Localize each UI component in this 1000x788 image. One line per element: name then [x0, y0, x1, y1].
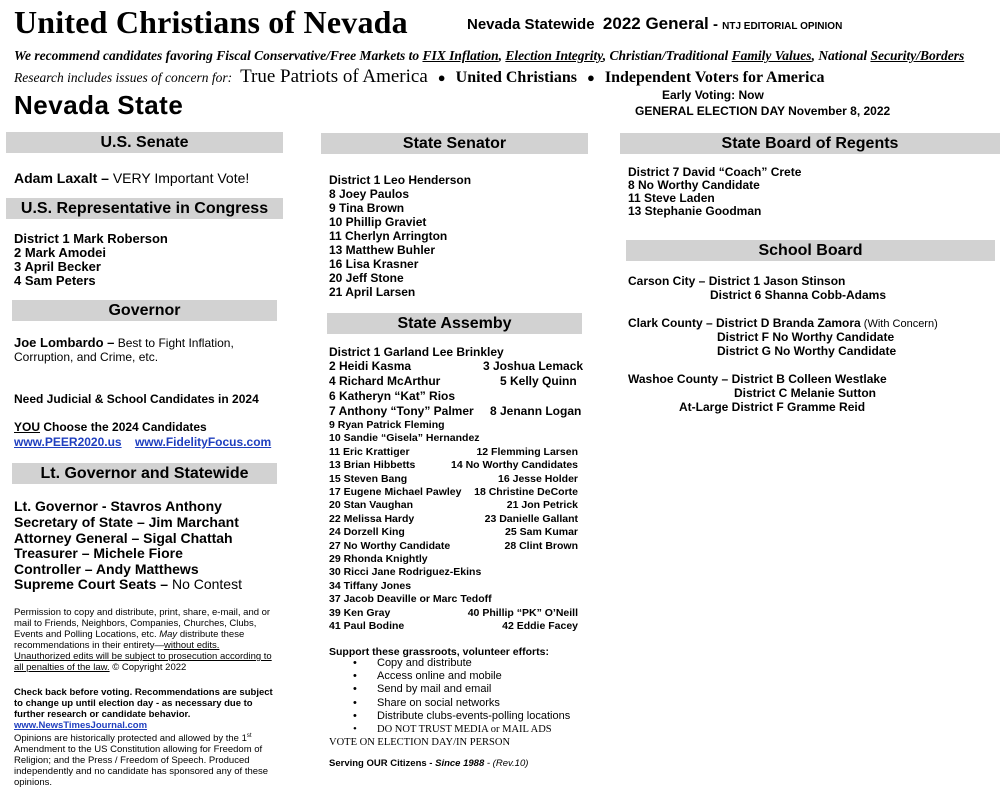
- supreme-court-extra: No Contest: [168, 576, 242, 592]
- edition-year: 2022 General: [602, 14, 709, 33]
- list-item: 39 Ken Gray: [329, 606, 391, 619]
- governor-recommendation: [14, 335, 234, 351]
- news-link-row: [14, 720, 147, 731]
- edition-dash: -: [712, 16, 718, 33]
- list-item: [628, 316, 938, 331]
- list-item: District 1 Mark Roberson: [14, 231, 168, 246]
- governor-note: Best to Fight Inflation,: [114, 336, 234, 350]
- list-item: [14, 576, 242, 592]
- list-item: Attorney General – Sigal Chattah: [14, 530, 233, 546]
- election-day: GENERAL ELECTION DAY November 8, 2022: [635, 104, 891, 118]
- permission-2: distribute these recommendations in their entirety—: [14, 629, 245, 651]
- list-item: • DO NOT TRUST MEDIA or MAIL ADS: [329, 723, 570, 736]
- list-item: 21 April Larsen: [329, 285, 416, 299]
- list-item: At-Large District F Gramme Reid: [679, 400, 866, 414]
- list-item: 23 Danielle Gallant: [484, 512, 578, 525]
- list-item: 2 Heidi Kasma: [329, 359, 412, 373]
- list-item: 15 Steven Bang: [329, 472, 408, 485]
- list-item: 13 Brian Hibbetts: [329, 459, 416, 472]
- list-item: 20 Jeff Stone: [329, 271, 404, 285]
- list-item: 3 Joshua Lemack: [483, 359, 584, 373]
- list-item: 16 Lisa Krasner: [329, 257, 419, 271]
- list-item: District 1 Garland Lee Brinkley: [329, 345, 504, 359]
- governor-note-2: Corruption, and Crime, etc.: [14, 350, 159, 364]
- list-item: 8 Jenann Logan: [490, 404, 582, 418]
- list-item: 29 Rhonda Knightly: [329, 553, 428, 565]
- section-state-assembly: State Assemby: [327, 313, 582, 334]
- opinions-2: Amendment to the US Constitution allowing for Freedom of Religion; and the Press / Freedom of Speech. Produced independently and no candidate has sponsored any of these opinions.: [14, 744, 269, 788]
- edition-note: NTJ EDITORIAL OPINION: [722, 21, 843, 32]
- list-item: 13 Matthew Buhler: [329, 243, 436, 257]
- bullet-dot-icon: ●: [587, 70, 595, 85]
- list-item: 21 Jon Petrick: [506, 499, 578, 512]
- list-item: 10 Phillip Graviet: [329, 215, 427, 229]
- clark-district-d: Clark County – District D Branda Zamora: [628, 316, 861, 330]
- edition-prefix: Nevada Statewide: [467, 16, 595, 33]
- list-item: 27 No Worthy Candidate: [329, 539, 451, 552]
- list-item: • Copy and distribute: [329, 657, 570, 670]
- list-item: 7 Anthony “Tony” Palmer: [329, 404, 474, 418]
- section-board-of-regents: State Board of Regents: [620, 133, 1000, 154]
- senate-candidate: Adam Laxalt –: [14, 170, 109, 186]
- tagline-fix: FIX Inflation: [422, 48, 499, 63]
- you-choose: [14, 420, 207, 434]
- list-item: District C Melanie Sutton: [734, 386, 877, 400]
- list-item: Treasurer – Michele Fiore: [14, 545, 183, 561]
- org-true-patriots: True Patriots of America: [240, 66, 428, 87]
- tagline-mid: , Christian/Traditional: [602, 48, 732, 63]
- senate-note: VERY Important Vote!: [108, 170, 250, 186]
- permission-notice: [14, 607, 276, 673]
- list-item: 16 Jesse Holder: [498, 472, 578, 485]
- list-item: 22 Melissa Hardy: [329, 512, 415, 525]
- tagline-sep: ,: [498, 48, 506, 63]
- list-item: • Share on social networks: [329, 697, 570, 710]
- bullet-dot-icon: ●: [437, 70, 446, 85]
- need-judicial: Need Judicial & School Candidates in 2024: [14, 392, 259, 406]
- list-item: 34 Tiffany Jones: [329, 579, 412, 592]
- list-item: 28 Clint Brown: [504, 539, 578, 552]
- support-title: Support these grassroots, volunteer efforts:: [329, 646, 549, 658]
- link-newstimesjournal[interactable]: www.NewsTimesJournal.com: [14, 720, 148, 731]
- section-school-board: School Board: [626, 240, 995, 261]
- check-back: Check back before voting. Recommendations are subject to change up until election day - as necessary due to further research or candidate behavior.: [14, 687, 273, 720]
- tagline-nat: , National: [811, 48, 871, 63]
- list-item: 37 Jacob Deaville or Marc Tedoff: [329, 593, 492, 606]
- list-item: 4 Sam Peters: [14, 273, 96, 288]
- vote-on-day: VOTE ON ELECTION DAY/IN PERSON: [329, 737, 511, 748]
- list-item: 11 Eric Krattiger: [329, 445, 410, 458]
- list-item: 17 Eugene Michael Pawley: [329, 486, 462, 498]
- list-item: 6 Katheryn “Kat” Rios: [329, 389, 456, 403]
- list-item: 8 No Worthy Candidate: [628, 178, 760, 192]
- links-row: [14, 435, 271, 449]
- clark-concern: (With Concern): [860, 318, 938, 330]
- list-item: • Distribute clubs-events-polling locations: [329, 710, 570, 723]
- opinions-1: Opinions are historically protected and allowed by the 1: [14, 733, 247, 745]
- edition-title: [467, 14, 842, 34]
- list-item: 18 Christine DeCorte: [474, 486, 578, 498]
- tagline-family: Family Values: [731, 48, 812, 63]
- copyright: © Copyright 2022: [109, 662, 187, 673]
- list-item: 41 Paul Bodine: [329, 620, 405, 632]
- list-item: 14 No Worthy Candidates: [451, 459, 578, 472]
- list-item: District 1 Leo Henderson: [329, 173, 472, 187]
- section-state-senator: State Senator: [321, 133, 588, 154]
- list-item: District 7 David “Coach” Crete: [628, 165, 802, 179]
- permission-without: without edits.: [163, 640, 220, 651]
- list-item: 42 Eddie Facey: [502, 620, 578, 632]
- list-item: District 6 Shanna Cobb-Adams: [710, 288, 887, 302]
- list-item: 40 Phillip “PK” O’Neill: [467, 606, 578, 619]
- efforts-list: [329, 657, 570, 736]
- list-item: 10 Sandie “Gisela” Hernandez: [329, 432, 480, 445]
- list-item: 24 Dorzell King: [329, 526, 405, 539]
- list-item: Controller – Andy Matthews: [14, 561, 199, 577]
- list-item: Carson City – District 1 Jason Stinson: [628, 274, 846, 288]
- list-item: 25 Sam Kumar: [505, 526, 578, 539]
- list-item: 30 Ricci Jane Rodriguez-Ekins: [329, 566, 482, 579]
- list-item: Washoe County – District B Colleen Westlake: [628, 372, 887, 386]
- rev: - (Rev.10): [484, 758, 529, 769]
- list-item: Secretary of State – Jim Marchant: [14, 514, 239, 530]
- list-item: 9 Ryan Patrick Fleming: [329, 419, 445, 431]
- list-item: • Access online and mobile: [329, 670, 570, 683]
- list-item: District F No Worthy Candidate: [717, 330, 895, 344]
- permission-3: Unauthorized edits will be subject to prosecution according to all penalties of the law.: [14, 651, 272, 673]
- list-item: Lt. Governor - Stavros Anthony: [14, 498, 222, 514]
- opinions-notice: [14, 731, 276, 788]
- senate-recommendation: [14, 170, 249, 186]
- serving-line: [329, 757, 528, 771]
- list-item: 5 Kelly Quinn: [500, 374, 577, 388]
- list-item: 11 Cherlyn Arrington: [329, 229, 448, 243]
- state-title: Nevada State: [14, 90, 184, 120]
- you-choose-rest: Choose the 2024 Candidates: [40, 420, 207, 434]
- permission-1: Permission to copy and distribute, print, share, e-mail, and or mail to Friends, Neighbors, Companies, Churches, Clubs, Events and Polling Locations, etc.: [14, 607, 271, 640]
- list-item: District G No Worthy Candidate: [717, 344, 897, 358]
- list-item: 2 Mark Amodei: [14, 245, 106, 260]
- org-independent-voters: Independent Voters for America: [604, 69, 825, 86]
- tagline-security: Security/Borders: [870, 48, 965, 63]
- tagline: [14, 48, 964, 64]
- link-peer2020[interactable]: www.PEER2020.us: [14, 435, 122, 449]
- section-lt-governor: Lt. Governor and Statewide: [12, 463, 277, 484]
- link-fidelityfocus[interactable]: www.FidelityFocus.com: [134, 435, 272, 449]
- supreme-court-label: Supreme Court Seats –: [14, 576, 169, 592]
- tagline-integrity: Election Integrity: [505, 48, 603, 63]
- section-us-senate: U.S. Senate: [6, 132, 283, 153]
- list-item: 12 Flemming Larsen: [476, 445, 578, 458]
- section-us-congress: U.S. Representative in Congress: [6, 198, 283, 219]
- list-item: 4 Richard McArthur: [329, 374, 441, 388]
- permission-may: May: [159, 629, 178, 640]
- list-item: 20 Stan Vaughan: [329, 499, 414, 512]
- section-governor: Governor: [12, 300, 277, 321]
- list-item: 13 Stephanie Goodman: [628, 204, 762, 218]
- list-item: • Send by mail and email: [329, 683, 570, 696]
- governor-candidate: Joe Lombardo –: [14, 335, 115, 350]
- org-united-christians: United Christians: [455, 69, 577, 86]
- tagline-start: We recommend candidates favoring Fiscal Conservative/Free Markets to: [14, 48, 423, 63]
- list-item: 11 Steve Laden: [628, 191, 715, 205]
- list-item: 9 Tina Brown: [329, 201, 405, 215]
- since: Since 1988: [435, 758, 485, 769]
- research-lead: Research includes issues of concern for:: [14, 70, 233, 85]
- opinions-st: st: [246, 733, 252, 739]
- research-line: [14, 66, 825, 88]
- list-item: 8 Joey Paulos: [329, 187, 410, 201]
- serving: Serving OUR Citizens -: [329, 758, 436, 769]
- early-voting: Early Voting: Now: [662, 88, 764, 102]
- page-title: United Christians of Nevada: [14, 4, 408, 40]
- list-item: 3 April Becker: [14, 259, 101, 274]
- you-emphasis: YOU: [14, 420, 41, 434]
